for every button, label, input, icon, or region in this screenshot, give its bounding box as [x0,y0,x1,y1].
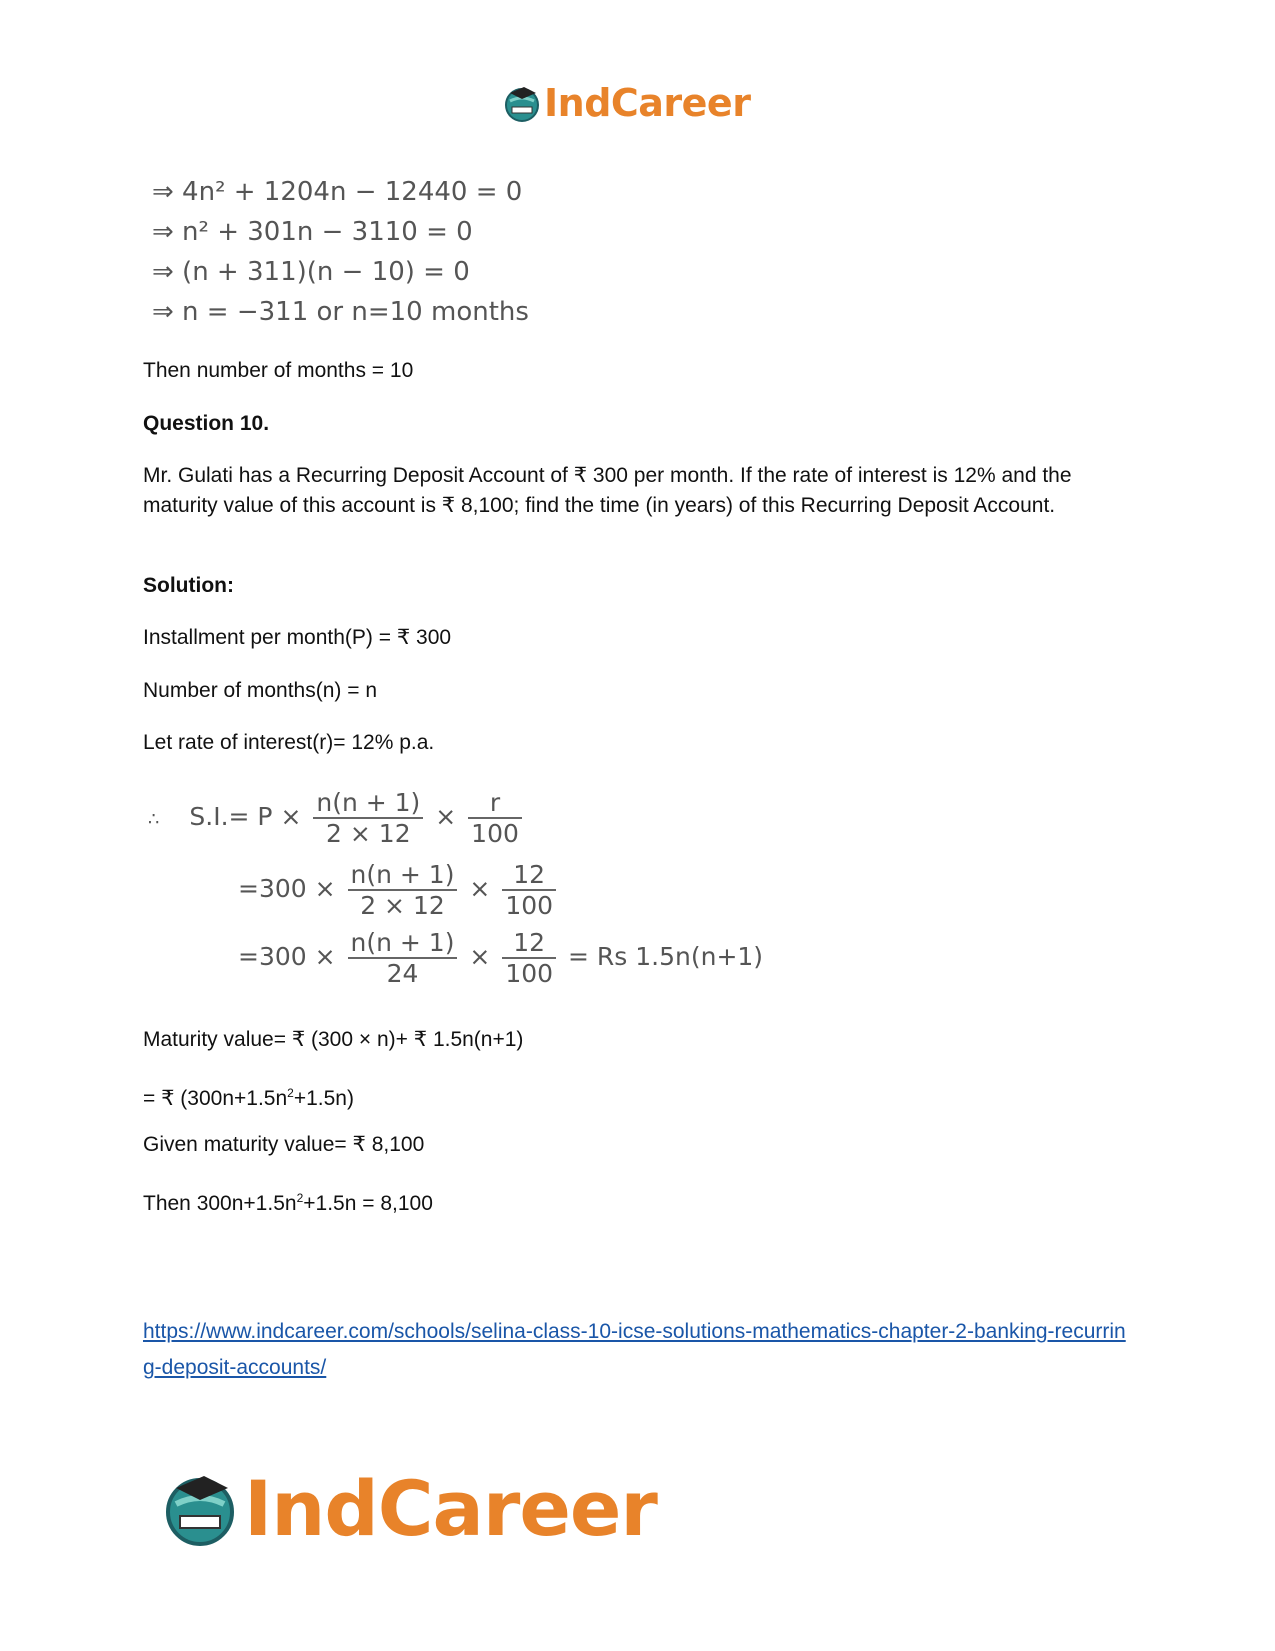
question-heading: Question 10. [143,412,270,435]
si-formula-line-1: ∴ S.I.= P × $\frac{n(n + 1)}{2 \times 12}$ × $\frac{r}{100}$ [148,788,526,848]
fraction: $\frac{n(n + 1)}{2 \times 12}$ [348,860,458,920]
equation-line: ⇒ (n + 311)(n − 10) = 0 [152,257,470,287]
equation-line: ⇒ n² + 301n − 3110 = 0 [152,217,473,247]
source-link[interactable]: https://www.indcareer.com/schools/selina-class-10-icse-solutions-mathematics-chapter-2-banking-recurring-deposit-accounts/ [143,1320,1126,1379]
si-formula-line-2: =300 × $\frac{n(n + 1)}{2 \times 12}$ × $\frac{12}{100}$ [238,860,560,920]
fraction: $\frac{12}{100}$ [502,860,556,920]
final-equation: Then $300n+1.5n^2+1.5n = 8,100$ [143,1191,433,1215]
fraction: $\frac{12}{100}$ [502,928,556,988]
logo-text: IndCareer [544,81,751,125]
footer-logo [160,1462,657,1554]
question-text: Mr. Gulati has a Recurring Deposit Account of ₹ 300 per month. If the rate of interest is 12% and the maturity value of this account is ₹ 8,100; find the time (in years) of this Recurring Deposit Account. [143,464,1072,517]
fraction: $\frac{r}{100}$ [468,788,522,848]
given-maturity: Given maturity value= ₹ 8,100 [143,1133,425,1156]
equation-line: ⇒ n = −311 or n=10 months [152,297,529,327]
fraction: $\frac{n(n + 1)}{24}$ [348,928,458,988]
solution-heading: Solution: [143,574,234,597]
months-result: Then number of months = 10 [143,359,414,382]
maturity-expanded: = ₹ $(300n+1.5n^2+1.5n)$ [143,1086,354,1110]
maturity-formula: Maturity value= ₹ (300 × n)+ ₹ 1.5n(n+1) [143,1028,524,1051]
equation-line: ⇒ 4n² + 1204n − 12440 = 0 [152,177,523,207]
num-months-line: Number of months(n) = n [143,679,378,702]
equation-block-top [152,172,529,332]
header-logo [502,78,750,128]
si-formula-line-3: =300 × $\frac{n(n + 1)}{24}$ × $\frac{12}{100}$ = Rs 1.5n(n+1) [238,928,764,988]
globe-graduation-icon [160,1468,240,1548]
fraction: $\frac{n(n + 1)}{2 \times 12}$ [313,788,423,848]
therefore-symbol: ∴ [148,809,160,830]
rate-line: Let rate of interest(r)= 12% p.a. [143,731,435,754]
logo-text: IndCareer [244,1463,657,1553]
si-lhs: S.I.= P × [189,802,302,831]
installment-line: Installment per month(P) = ₹ 300 [143,626,452,649]
globe-graduation-icon [502,83,542,123]
